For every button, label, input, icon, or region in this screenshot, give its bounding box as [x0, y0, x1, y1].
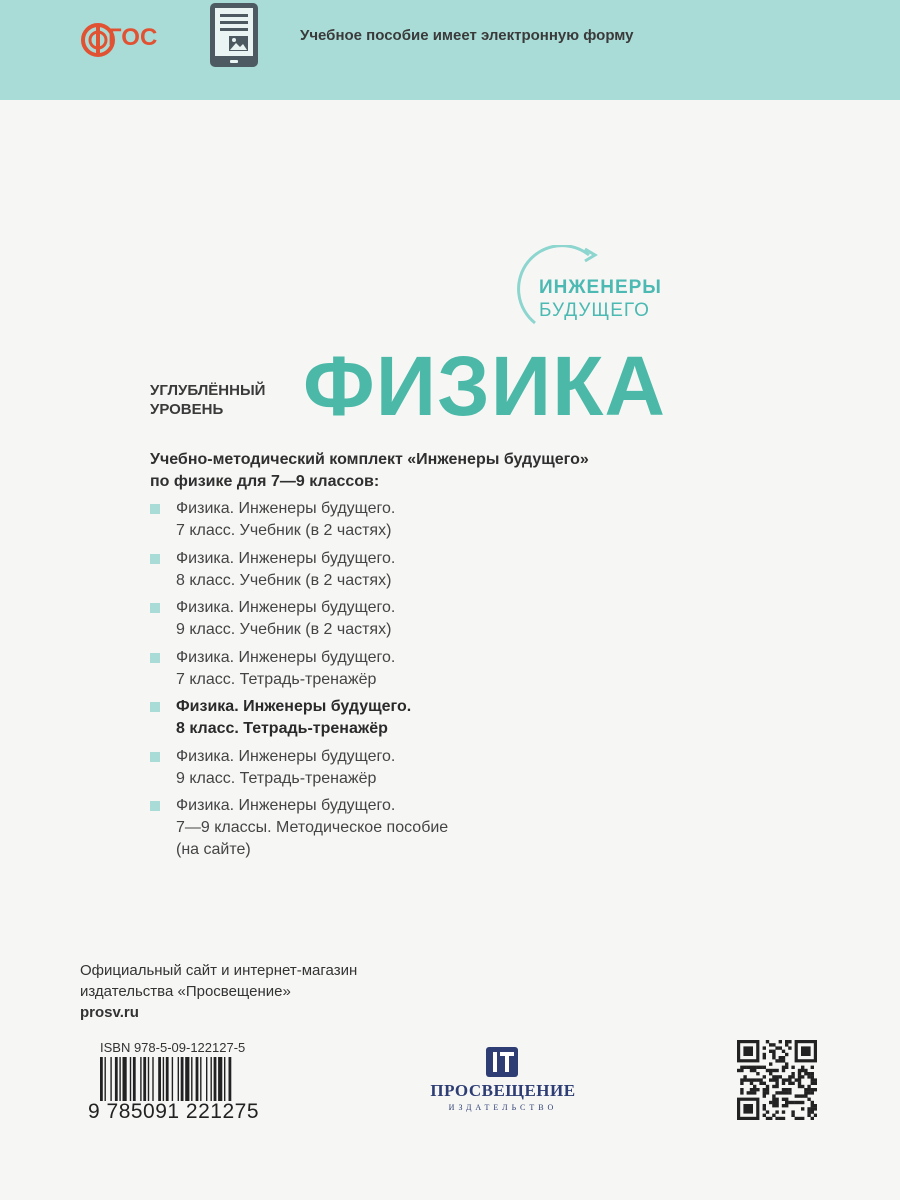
book-title: Физика. Инженеры будущего. — [176, 599, 396, 616]
kit-intro — [150, 449, 710, 493]
list-item — [148, 647, 708, 697]
header-band — [0, 0, 900, 100]
isbn-label: ISBN 978-5-09-122127-5 — [100, 1040, 246, 1055]
list-item — [148, 795, 708, 865]
level-label — [150, 381, 265, 419]
level-line2: УРОВЕНЬ — [150, 401, 224, 418]
book-subtitle: 7—9 классы. Методическое пособие — [176, 819, 449, 836]
publisher-info-line1: Официальный сайт и интернет-магазин — [80, 962, 358, 979]
list-item — [148, 548, 708, 598]
kit-intro-line2: по физике для 7—9 классов: — [150, 473, 380, 490]
list-item — [148, 746, 708, 796]
bullet-square-icon — [150, 801, 160, 811]
book-list — [148, 498, 708, 865]
qr-code-icon[interactable] — [737, 1040, 817, 1120]
bullet-square-icon — [150, 702, 160, 712]
publisher-info-line2: издательства «Просвещение» — [80, 983, 291, 1000]
publisher-info — [80, 960, 480, 1023]
barcode — [80, 1040, 260, 1123]
bullet-square-icon — [150, 603, 160, 613]
bullet-square-icon — [150, 504, 160, 514]
publisher-logo — [410, 1045, 600, 1120]
book-subtitle: 7 класс. Учебник (в 2 частях) — [176, 522, 392, 539]
kit-intro-line1: Учебно-методический комплект «Инженеры будущего» — [150, 451, 589, 468]
bullet-square-icon — [150, 554, 160, 564]
list-item-current-book — [148, 696, 708, 746]
book-title: Физика. Инженеры будущего. — [176, 698, 412, 715]
book-title: Физика. Инженеры будущего. — [176, 549, 396, 567]
list-item — [148, 498, 708, 548]
publisher-site-link[interactable]: prosv.ru — [80, 1004, 139, 1021]
book-subtitle: 9 класс. Учебник (в 2 частях) — [176, 621, 392, 638]
book-note: (на сайте) — [176, 841, 251, 858]
level-line1: УГЛУБЛЁННЫЙ — [150, 382, 266, 399]
tablet-icon — [209, 2, 259, 68]
book-subtitle: 8 класс. Учебник (в 2 частях) — [176, 571, 392, 589]
barcode-bars-icon — [98, 1057, 268, 1101]
publisher-name: ПРОСВЕЩЕНИЕ — [430, 1081, 576, 1100]
publisher-subtitle: ИЗДАТЕЛЬСТВО — [448, 1103, 558, 1112]
book-title: Физика. Инженеры будущего. — [176, 648, 396, 666]
series-name-line2: БУДУЩЕГО — [539, 300, 650, 321]
series-logo — [505, 245, 665, 335]
fgos-badge-text: ГОС — [108, 24, 158, 51]
publisher-emblem-icon — [484, 1045, 520, 1079]
book-title: Физика. Инженеры будущего. — [176, 500, 396, 517]
bullet-square-icon — [150, 653, 160, 663]
book-title: Физика. Инженеры будущего. — [176, 797, 396, 814]
page-title: ФИЗИКА — [303, 339, 666, 433]
book-subtitle: 7 класс. Тетрадь-тренажёр — [176, 670, 377, 688]
series-name-line1: ИНЖЕНЕРЫ — [539, 277, 662, 298]
bullet-square-icon — [150, 752, 160, 762]
book-subtitle: 8 класс. Тетрадь-тренажёр — [176, 720, 388, 737]
book-title: Физика. Инженеры будущего. — [176, 747, 396, 765]
fgos-logo — [80, 20, 170, 60]
barcode-digits: 9 785091 221275 — [88, 1100, 259, 1123]
book-subtitle: 9 класс. Тетрадь-тренажёр — [176, 769, 377, 787]
electronic-form-note: Учебное пособие имеет электронную форму — [300, 27, 634, 44]
list-item — [148, 597, 708, 647]
